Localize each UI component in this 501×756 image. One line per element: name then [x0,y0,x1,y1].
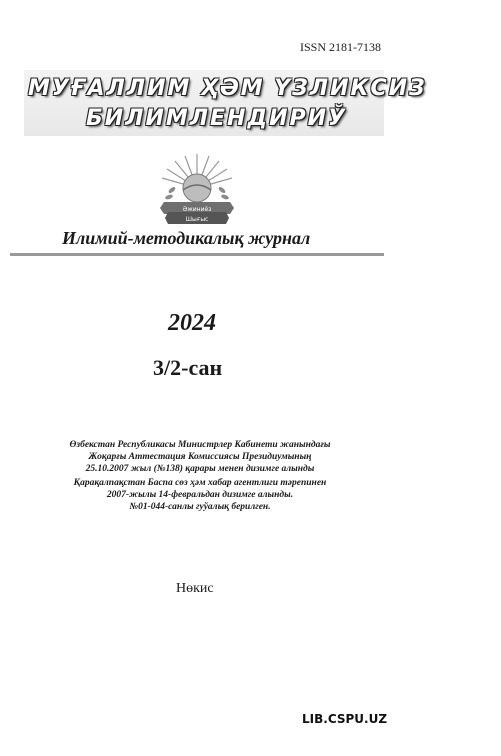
registration-line: Қарақалпақстан Баспа сөз ҳәм хабар агентлиги тәрепинен [73,478,327,488]
journal-title-banner [24,70,427,136]
divider-rule [10,253,384,256]
publication-city: Нөкис [176,581,214,596]
library-watermark: LIB.CSPU.UZ [302,712,388,726]
sun-laurel-emblem-icon [142,150,252,226]
edition-issue: 3/2-сан [153,355,223,380]
registration-block-press-agency [40,477,360,513]
emblem-ribbon-bottom: Шығыс [185,216,209,223]
issn-number: ISSN 2181-7138 [300,40,382,54]
journal-subtitle: Илимий-методикалық журнал [62,228,311,248]
journal-title-line-1: МУҒАЛЛИМ ҲӘМ ҮЗЛИКСИЗ [28,76,427,101]
emblem-ribbon-top: Әжиниёз [182,206,212,213]
registration-line: №01-044-санлы гуўалық берилген. [129,502,271,512]
registration-line: Жоқарғы Аттестация Комиссиясы Президиумының [88,452,312,462]
registration-line: 25.10.2007 жыл (№138) қарары менен дизимге алынды [85,464,315,474]
journal-title-line-2: БИЛИМЛЕНДИРИЎ [86,106,347,131]
registration-block-vak [40,439,360,475]
registration-line: 2007-жылы 14-февральдан дизимге алынды. [106,490,294,500]
registration-line: Өзбекстан Республикасы Министрлер Кабинети жанындағы [69,440,331,450]
edition-year: 2024 [168,310,216,336]
